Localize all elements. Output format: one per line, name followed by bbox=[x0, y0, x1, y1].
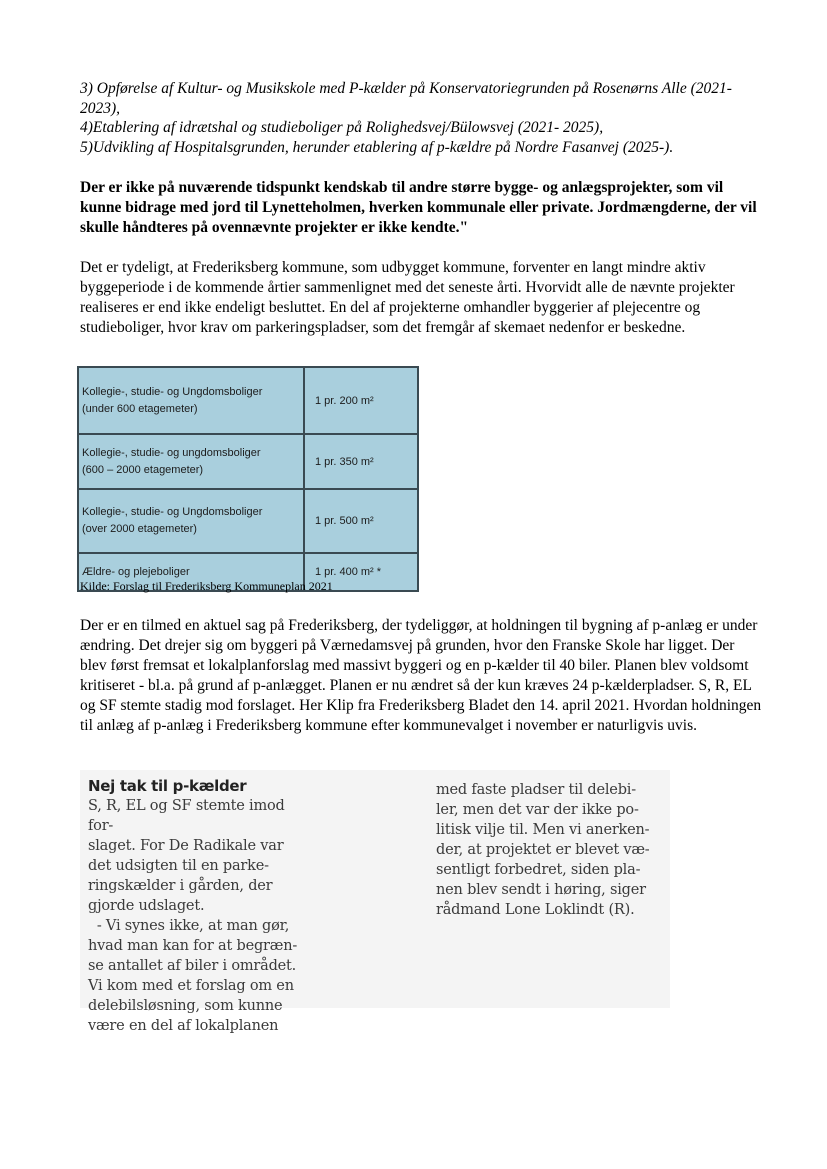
clipping-line: se antallet af biler i området. bbox=[88, 958, 297, 974]
clipping-line: gjorde udslaget. bbox=[88, 898, 205, 914]
list-item: 4)Etablering af idrætshal og studieboliger på Rolighedsvej/Bülowsvej (2021- 2025), bbox=[80, 119, 604, 136]
table-row bbox=[78, 367, 418, 434]
clipping-line: - Vi synes ikke, at man gør, bbox=[88, 918, 290, 934]
clipping-line: slaget. For De Radikale var bbox=[88, 838, 284, 854]
clipping-line: litisk vilje til. Men vi anerken- bbox=[436, 822, 650, 838]
list-item: 5)Udvikling af Hospitalsgrunden, herunder etablering af p-kældre på Nordre Fasanvej (2025-). bbox=[80, 138, 674, 156]
category-line: (600 – 2000 etagemeter) bbox=[82, 463, 204, 476]
clipping-line: nen blev sendt i høring, siger bbox=[436, 882, 646, 898]
category-line: (over 2000 etagemeter) bbox=[82, 523, 197, 535]
body-paragraph-1: Det er tydeligt, at Frederiksberg kommune, som udbygget kommune, forventer en langt mindre aktiv byggeperiode i de kommende årtier sammenlignet med det seneste årti. Hvorvidt alle de nævnte projekter realiseres er end ikke endeligt besluttet. En del af projekterne omhandler byggerier af plejecentre og studieboliger, hvor krav om parkeringspladser, som det fremgår af skemaet nedenfor er beskedne. bbox=[80, 259, 735, 336]
project-list bbox=[80, 79, 760, 157]
body-paragraph-2: Der er en tilmed en aktuel sag på Frederiksberg, der tydeliggør, at holdningen til bygning af p-anlæg er under ændring. Det drejer sig om byggeri på Værnedamsvej på grunden, hvor den Franske Skole har ligget. Der blev først fremsat et lokalplanforslag med massivt byggeri og en p-kælder til 40 biler. Planen blev voldsomt kritiseret - bl.a. på grund af p-anlægget. Planen er nu ændret så der kun kræves 24 p-kælderpladser. S, R, EL og SF stemte stadig mod forslaget. Her Klip fra Frederiksberg Bladet den 14. april 2021. Hvordan holdningen til anlæg af p-anlæg i Frederiksberg kommune efter kommunevalget i november er naturligvis uvis. bbox=[80, 617, 762, 734]
category-line: Ældre- og plejeboliger bbox=[82, 565, 190, 578]
clipping-left-column bbox=[88, 776, 303, 1036]
category-line: Kollegie-, studie- og ungdomsboliger bbox=[82, 446, 261, 459]
table-row bbox=[78, 489, 418, 553]
newspaper-clipping bbox=[80, 770, 670, 1034]
table-cell-category bbox=[78, 367, 304, 434]
table-cell-value: 1 pr. 500 m² bbox=[304, 489, 418, 553]
clipping-line: Vi kom med et forslag om en bbox=[88, 978, 294, 994]
clipping-line: rådmand Lone Loklindt (R). bbox=[436, 902, 635, 918]
category-line: (under 600 etagemeter) bbox=[82, 402, 198, 415]
clipping-line: S, R, EL og SF stemte imod for- bbox=[88, 798, 285, 834]
table-cell-category bbox=[78, 434, 304, 489]
table-source-caption: Kilde: Forslag til Frederiksberg Kommuneplan 2021 bbox=[80, 579, 333, 593]
table-cell-value: 1 pr. 350 m² bbox=[304, 434, 418, 489]
clipping-line: der, at projektet er blevet væ- bbox=[436, 842, 650, 858]
clipping-line: ler, men det var der ikke po- bbox=[436, 802, 639, 818]
clipping-headline: Nej tak til p-kælder bbox=[88, 777, 247, 795]
table-cell-category bbox=[78, 489, 304, 553]
bold-quote-paragraph: Der er ikke på nuværende tidspunkt kendskab til andre større bygge- og anlægsprojekter, som vil kunne bidrage med jord til Lynetteholmen, hverken kommunale eller private. Jordmængderne, der vil skulle håndteres på ovennævnte projekter er ikke kendte." bbox=[80, 179, 757, 236]
table-cell-value: 1 pr. 200 m² bbox=[304, 367, 418, 434]
parking-requirement-table bbox=[77, 366, 419, 592]
category-line: Kollegie-, studie- og Ungdomsboliger bbox=[82, 385, 263, 398]
list-item: 3) Opførelse af Kultur- og Musikskole med P-kælder på Konservatoriegrunden på Rosenørns Alle (2021-2023), bbox=[80, 80, 732, 117]
category-line: Kollegie-, studie- og Ungdomsboliger bbox=[82, 506, 263, 518]
clipping-line: sentligt forbedret, siden pla- bbox=[436, 862, 641, 878]
clipping-line: hvad man kan for at begræn- bbox=[88, 938, 298, 954]
table-cell-value: 1 pr. 400 m² * bbox=[304, 553, 418, 591]
clipping-line: med faste pladser til delebi- bbox=[436, 782, 636, 798]
clipping-line: ringskælder i gården, der bbox=[88, 878, 273, 894]
clipping-line: delebilsløsning, som kunne bbox=[88, 998, 283, 1014]
clipping-right-column bbox=[436, 780, 656, 920]
clipping-line: være en del af lokalplanen bbox=[88, 1018, 279, 1034]
clipping-line: det udsigten til en parke- bbox=[88, 858, 269, 874]
table-row bbox=[78, 434, 418, 489]
